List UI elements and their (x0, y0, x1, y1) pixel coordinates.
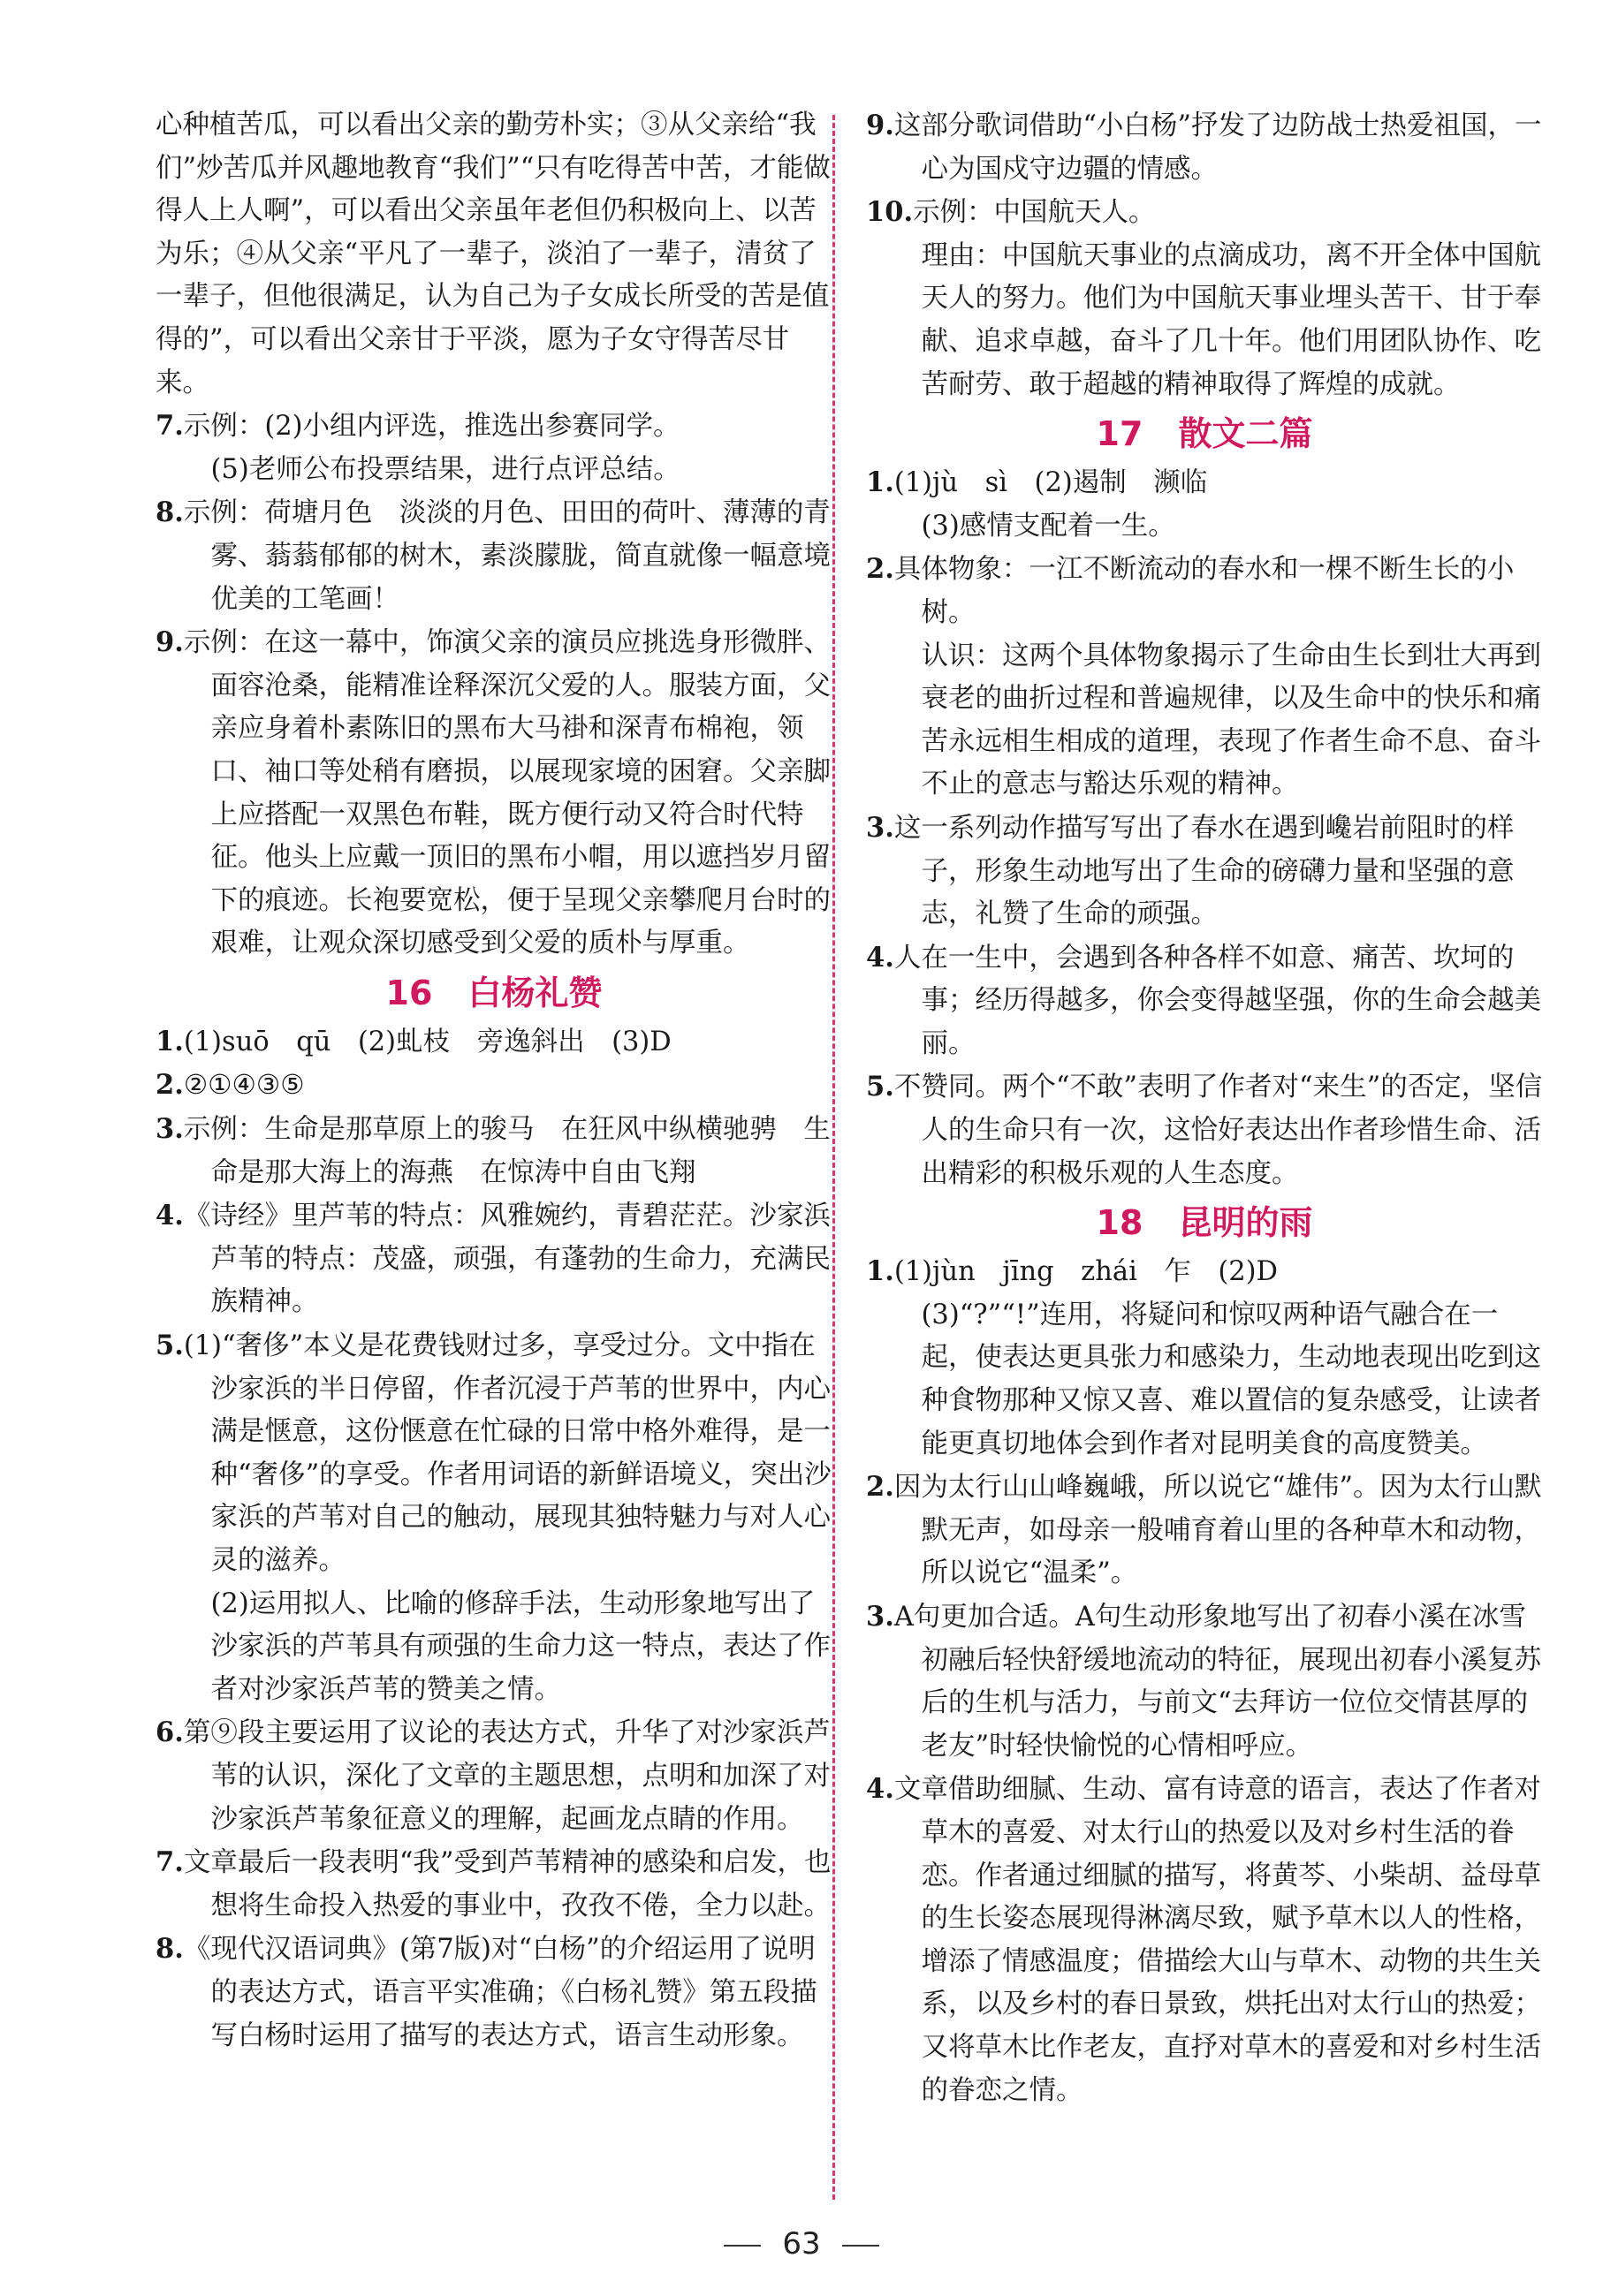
answer-number: 5. (866, 1071, 894, 1103)
answer-number: 1. (866, 1255, 894, 1288)
answer-text (866, 635, 1543, 807)
answer-body: ②①④③⑤ (183, 1070, 305, 1102)
answer-body: 这一系列动作描写写出了春水在遇到巉岩前阻时的样子，形象生动地写出了生命的磅礴力量和坚强的意志，礼赞了生命的顽强。 (893, 812, 1515, 930)
answer-number: 7. (156, 1846, 184, 1879)
answer-item (156, 1928, 832, 2057)
answer-body: 示例：荷塘月色 淡淡的月色、田田的荷叶、薄薄的青雾、蓊蓊郁郁的树木，素淡朦胧，简直就像一幅意境优美的工笔画！ (183, 497, 832, 615)
right-column (866, 104, 1543, 2112)
answer-item (156, 405, 832, 449)
answer-body: 这部分歌词借助“小白杨”抒发了边防战士热爱祖国，一心为国戍守边疆的情感。 (893, 110, 1542, 185)
answer-text (156, 104, 832, 405)
answer-body: (1)jùn jīng zhái 乍 (2)D (893, 1256, 1278, 1288)
answer-body: 示例：(2)小组内评选，推选出参赛同学。 (183, 411, 680, 443)
answer-number: 10. (866, 196, 914, 229)
answer-body: 认识：这两个具体物象揭示了生命由生长到壮大再到衰老的曲折过程和普遍规律，以及生命中的快乐和痛苦永远相生相成的道理，表现了作者生命不息、奋斗不止的意志与豁达乐观的精神。 (921, 640, 1542, 800)
answer-item (156, 491, 832, 621)
answer-body: 理由：中国航天事业的点滴成功，离不开全体中国航天人的努力。他们为中国航天事业埋头苦干、甘于奉献、追求卓越，奋斗了几十年。他们用团队协作、吃苦耐劳、敢于超越的精神取得了辉煌的成就。 (921, 239, 1542, 400)
answer-body: 人在一生中，会遇到各种各样不如意、痛苦、坎坷的事；经历得越多，你会变得越坚强，你的生命会越美丽。 (893, 942, 1542, 1059)
answer-number: 2. (156, 1069, 184, 1102)
answer-item (866, 104, 1543, 191)
answer-number: 8. (156, 496, 184, 529)
answer-item (866, 1768, 1543, 2112)
answer-number: 3. (156, 1113, 184, 1146)
answer-number: 4. (866, 941, 894, 974)
section-title-text: 昆明的雨 (1178, 1203, 1313, 1243)
answer-text (156, 449, 832, 492)
answer-number: 7. (156, 410, 184, 443)
column-divider (832, 115, 835, 2200)
answer-number: 3. (866, 811, 894, 844)
answer-body: 文章借助细腻、生动、富有诗意的语言，表达了作者对草木的喜爱、对太行山的热爱以及对乡村生活的眷恋。作者通过细腻的描写，将黄芩、小柴胡、益母草的生长姿态展现得淋漓尽致，赋予草木以人的性格，增添了情感温度；借描绘大山与草木、动物的共生关系，以及乡村的春日景致，烘托出对太行山的热爱；又将草木比作老友，直抒对草木的喜爱和对乡村生活的眷恋之情。 (893, 1774, 1542, 2106)
answer-body: 具体物象：一江不断流动的春水和一棵不断生长的小树。 (893, 554, 1515, 628)
answer-text (866, 235, 1543, 406)
answer-text (866, 1294, 1543, 1466)
section-number: 17 (1096, 414, 1143, 454)
answer-number: 4. (866, 1773, 894, 1806)
answer-number: 2. (866, 1471, 894, 1504)
answer-item (866, 1595, 1543, 1768)
answer-item (156, 1020, 832, 1065)
answer-body: (3)“?”“!”连用，将疑问和惊叹两种语气融合在一起，使表达更具张力和感染力，生动地表现出吃到这种食物那种又惊又喜、难以置信的复杂感受，让读者能更真切地体会到作者对昆明美食的高度赞美。 (921, 1299, 1542, 1459)
answer-item (866, 1065, 1543, 1195)
answer-text (156, 1583, 832, 1712)
answer-item (156, 1064, 832, 1108)
answer-number: 2. (866, 553, 894, 586)
answer-number: 4. (156, 1200, 184, 1232)
dash-left (724, 2245, 761, 2247)
section-number: 18 (1096, 1203, 1143, 1243)
answer-body: (5)老师公布投票结果，进行点评总结。 (210, 453, 680, 485)
answer-item (866, 807, 1543, 936)
answer-item (156, 1108, 832, 1194)
answer-item (866, 936, 1543, 1066)
page-number-text: 63 (782, 2226, 821, 2262)
answer-number: 9. (866, 110, 894, 141)
section-number: 16 (385, 973, 433, 1012)
answer-item (866, 1250, 1543, 1294)
answer-item (156, 621, 832, 966)
answer-body: (1)suō qū (2)虬枝 旁逸斜出 (3)D (183, 1026, 672, 1057)
answer-body: 不赞同。两个“不敢”表明了作者对“来生”的否定，坚信人的生命只有一次，这恰好表达出作者珍惜生命、活出精彩的积极乐观的人生态度。 (893, 1072, 1543, 1189)
section-title (866, 1197, 1543, 1248)
answer-body: 《现代汉语词典》(第7版)对“白杨”的介绍运用了说明的表达方式，语言平实准确；《白杨礼赞》第五段描写白杨时运用了描写的表达方式，语言生动形象。 (183, 1934, 817, 2051)
answer-number: 1. (156, 1025, 184, 1057)
dash-right (842, 2245, 879, 2247)
answer-body: (3)感情支配着一生。 (921, 510, 1175, 542)
answer-item (156, 1324, 832, 1583)
answer-number: 5. (156, 1330, 184, 1362)
answer-body: (1)jù sì (2)遏制 濒临 (893, 467, 1208, 499)
answer-body: 示例：中国航天人。 (913, 197, 1156, 229)
answer-body: (1)“奢侈”本义是花费钱财过多，享受过分。文中指在沙家浜的半日停留，作者沉浸于芦苇的世界中，内心满是惬意，这份惬意在忙碌的日常中格外难得，是一种“奢侈”的享受。作者用词语的新鲜语境义，突出沙家浜的芦苇对自己的触动，展现其独特魅力与对人心灵的滋养。 (183, 1330, 832, 1576)
answer-body: A句更加合适。A句生动形象地写出了初春小溪在冰雪初融后轻快舒缓地流动的特征，展现出初春小溪复苏后的生机与活力，与前文“去拜访一位位交情甚厚的老友”时轻快愉悦的心情相呼应。 (893, 1602, 1542, 1762)
answer-body: 因为太行山山峰巍峨，所以说它“雄伟”。因为太行山默默无声，如母亲一般哺育着山里的各种草木和动物，所以说它“温柔”。 (893, 1472, 1542, 1589)
answer-number: 8. (156, 1933, 184, 1966)
answer-body: 示例：生命是那草原上的骏马 在狂风中纵横驰骋 生命是那大海上的海燕 在惊涛中自由飞翔 (183, 1114, 831, 1188)
left-column (156, 104, 832, 2057)
answer-body: 《诗经》里芦苇的特点：风雅婉约，青碧茫茫。沙家浜芦苇的特点：茂盛，顽强，有蓬勃的生命力，充满民族精神。 (183, 1201, 832, 1318)
page-number (0, 2226, 1603, 2262)
answer-item (156, 1711, 832, 1841)
answer-body: 文章最后一段表明“我”受到芦苇精神的感染和启发，也想将生命投入热爱的事业中，孜孜不倦，全力以赴。 (183, 1847, 832, 1921)
answer-number: 6. (156, 1716, 184, 1749)
answer-number: 9. (156, 626, 184, 659)
answer-item (866, 191, 1543, 235)
answer-item (866, 1466, 1543, 1595)
answer-item (156, 1194, 832, 1324)
answer-body: 心种植苦瓜，可以看出父亲的勤劳朴实；③从父亲给“我们”炒苦瓜并风趣地教育“我们”“只有吃得苦中苦，才能做得人上人啊”，可以看出父亲虽年老但仍积极向上、以苦为乐；④从父亲“平凡了一辈子，淡泊了一辈子，清贫了一辈子，但他很满足，认为自己为子女成长所受的苦是值得的”，可以看出父亲甘于平淡，愿为子女守得苦尽甘来。 (156, 110, 831, 398)
section-title-text: 散文二篇 (1178, 414, 1313, 454)
answer-number: 3. (866, 1601, 894, 1633)
answer-body: 示例：在这一幕中，饰演父亲的演员应挑选身形微胖、面容沧桑，能精准诠释深沉父爱的人。服装方面，父亲应身着朴素陈旧的黑布大马褂和深青布棉袍，领口、袖口等处稍有磨损，以展现家境的困窘。父亲脚上应搭配一双黑色布鞋，既方便行动又符合时代特征。他头上应戴一顶旧的黑布小帽，用以遮挡岁月留下的痕迹。长袍要宽松，便于呈现父亲攀爬月台时的艰难，让观众深切感受到父爱的质朴与厚重。 (183, 627, 832, 959)
answer-body: 第⑨段主要运用了议论的表达方式，升华了对沙家浜芦苇的认识，深化了文章的主题思想，点明和加深了对沙家浜芦苇象征意义的理解，起画龙点睛的作用。 (183, 1717, 832, 1835)
answer-item (156, 1841, 832, 1928)
answer-item (866, 461, 1543, 505)
answer-item (866, 548, 1543, 634)
answer-body: (2)运用拟人、比喻的修辞手法，生动形象地写出了沙家浜的芦苇具有顽强的生命力这一特点，表达了作者对沙家浜芦苇的赞美之情。 (210, 1587, 832, 1705)
answer-number: 1. (866, 466, 894, 499)
section-title-text: 白杨礼赞 (467, 973, 603, 1012)
answer-text (866, 505, 1543, 549)
section-title (156, 967, 832, 1019)
section-title (866, 408, 1543, 459)
